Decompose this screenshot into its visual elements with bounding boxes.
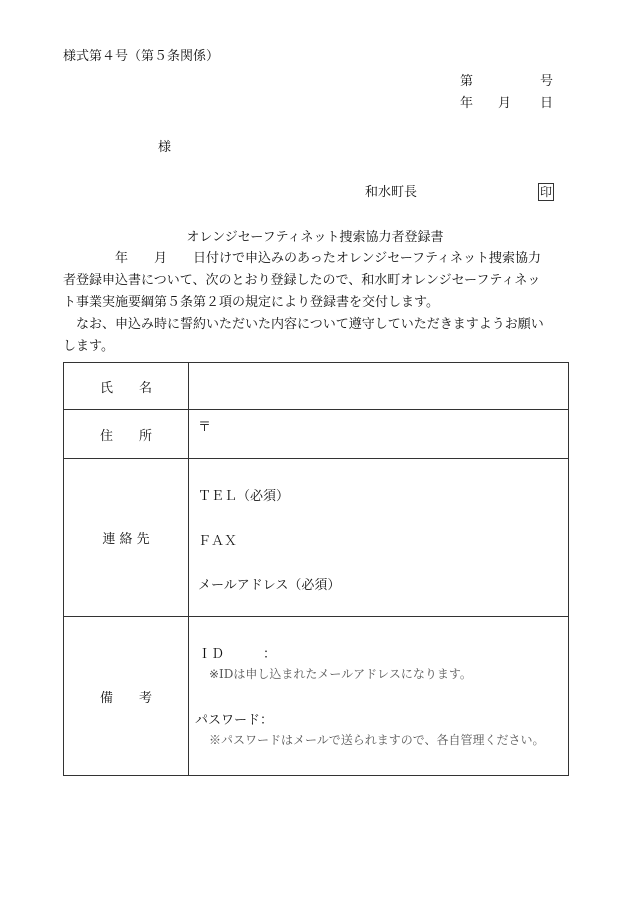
number-prefix: 第 bbox=[460, 74, 474, 89]
form-number: 様式第４号（第５条関係） bbox=[63, 49, 220, 64]
postal-mark: 〒 bbox=[198, 420, 212, 435]
contact-label: 連 絡 先 bbox=[64, 459, 189, 617]
table-row-contact bbox=[64, 459, 569, 617]
contact-value[interactable] bbox=[189, 459, 569, 617]
table-row-name bbox=[64, 363, 569, 410]
date-month: 月 bbox=[498, 96, 512, 111]
body-line: します。 bbox=[63, 339, 114, 354]
date-year: 年 bbox=[460, 96, 474, 111]
email-field: メールアドレス（必須） bbox=[198, 578, 341, 593]
address-value[interactable] bbox=[189, 410, 569, 459]
body-line: 者登録申込書について、次のとおり登録したので、和水町オレンジセーフティネッ bbox=[63, 273, 541, 288]
issuer-name: 和水町長 bbox=[365, 185, 418, 200]
addressee: 様 bbox=[158, 140, 172, 155]
table-row-remarks bbox=[64, 617, 569, 776]
name-value[interactable] bbox=[189, 363, 569, 410]
registration-table bbox=[63, 362, 569, 776]
password-label: パスワード： bbox=[195, 713, 274, 728]
id-note: ※IDは申し込まれたメールアドレスになります。 bbox=[209, 667, 472, 681]
id-label: ＩＤ ： bbox=[198, 647, 277, 662]
number-suffix: 号 bbox=[540, 74, 554, 89]
body-line: なお、申込み時に誓約いただいた内容について遵守していただきますようお願い bbox=[63, 317, 544, 332]
document-title: オレンジセーフティネット捜索協力者登録書 bbox=[186, 230, 444, 245]
table-row-address bbox=[64, 410, 569, 459]
remarks-label: 備 考 bbox=[64, 617, 189, 776]
name-label: 氏 名 bbox=[64, 363, 189, 410]
tel-field: ＴＥＬ（必須） bbox=[198, 489, 290, 504]
seal-stamp: 印 bbox=[539, 185, 552, 199]
body-paragraph bbox=[63, 248, 571, 358]
body-line: 年 月 日付けで申込みのあったオレンジセーフティネット捜索協力 bbox=[63, 251, 542, 266]
body-line: ト事業実施要綱第５条第２項の規定により登録書を交付します。 bbox=[63, 295, 439, 310]
password-note: ※パスワードはメールで送られますので、各自管理ください。 bbox=[209, 733, 545, 747]
date-day: 日 bbox=[540, 96, 554, 111]
fax-field: ＦＡＸ bbox=[198, 534, 238, 549]
address-label: 住 所 bbox=[64, 410, 189, 459]
remarks-value bbox=[189, 617, 569, 776]
